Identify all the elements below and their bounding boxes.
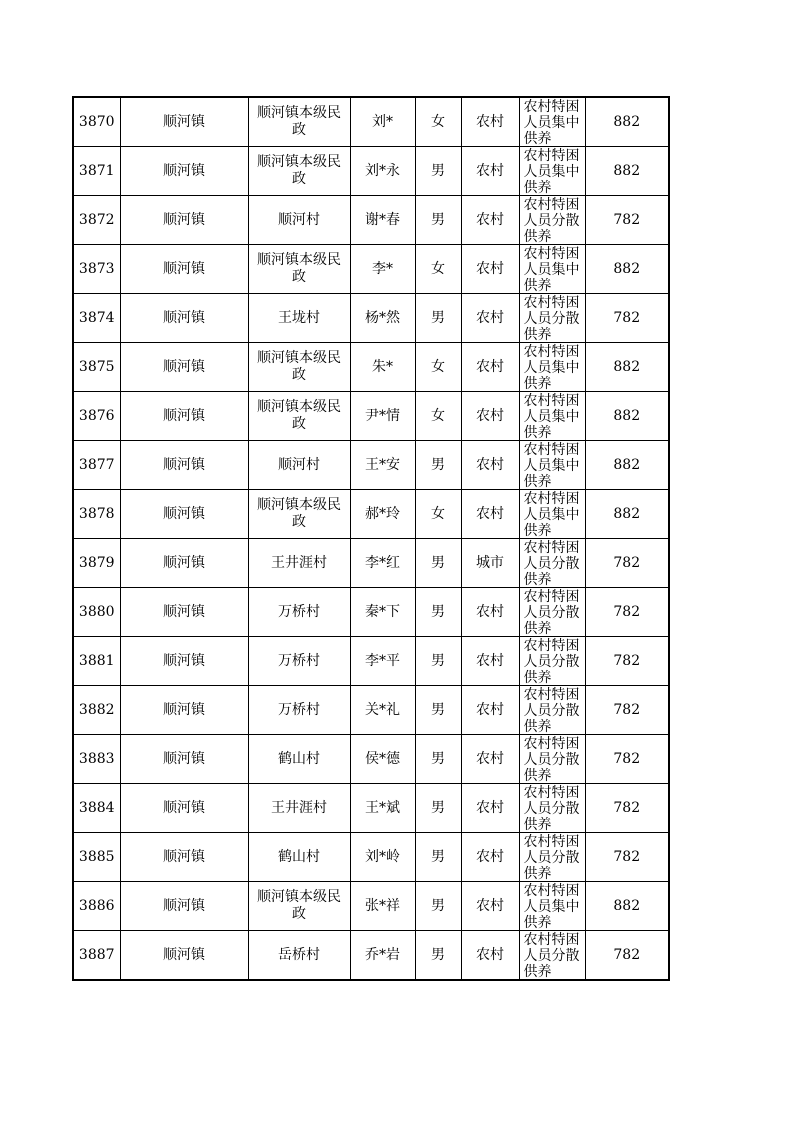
unit-text: 鹤山村 — [278, 848, 320, 865]
record-number-cell: 3874 — [73, 294, 120, 343]
residence-type-cell: 农村 — [461, 637, 519, 686]
town-cell: 顺河镇 — [120, 441, 248, 490]
amount-cell: 782 — [585, 637, 669, 686]
person-name-cell: 刘* — [350, 97, 415, 147]
residence-type-cell: 农村 — [461, 343, 519, 392]
residence-type-cell: 农村 — [461, 97, 519, 147]
gender-cell: 女 — [415, 97, 461, 147]
person-name-cell: 李*平 — [350, 637, 415, 686]
record-number-cell: 3886 — [73, 882, 120, 931]
support-category-cell — [519, 686, 585, 735]
table-row — [73, 343, 669, 392]
gender-cell: 男 — [415, 294, 461, 343]
gender-cell: 女 — [415, 245, 461, 294]
gender-cell: 男 — [415, 539, 461, 588]
residence-type-cell: 农村 — [461, 147, 519, 196]
unit-cell — [248, 637, 350, 686]
record-number-cell: 3875 — [73, 343, 120, 392]
support-category-text: 农村特困人员分散供养 — [523, 834, 580, 881]
town-cell: 顺河镇 — [120, 931, 248, 981]
support-category-text: 农村特困人员集中供养 — [523, 99, 580, 146]
amount-cell: 782 — [585, 588, 669, 637]
unit-text: 顺河镇本级民政 — [257, 399, 341, 432]
unit-text: 万桥村 — [278, 652, 320, 669]
unit-text: 万桥村 — [278, 603, 320, 620]
unit-cell — [248, 147, 350, 196]
unit-cell — [248, 784, 350, 833]
town-cell: 顺河镇 — [120, 490, 248, 539]
amount-cell: 882 — [585, 392, 669, 441]
person-name-cell: 谢*春 — [350, 196, 415, 245]
table-row — [73, 637, 669, 686]
support-category-cell — [519, 735, 585, 784]
town-cell: 顺河镇 — [120, 392, 248, 441]
table-row — [73, 147, 669, 196]
amount-cell: 782 — [585, 196, 669, 245]
table-row — [73, 441, 669, 490]
person-name-cell: 王*安 — [350, 441, 415, 490]
table-row — [73, 245, 669, 294]
town-cell: 顺河镇 — [120, 833, 248, 882]
amount-cell: 782 — [585, 686, 669, 735]
table-row — [73, 833, 669, 882]
residence-type-cell: 农村 — [461, 735, 519, 784]
person-name-cell: 郝*玲 — [350, 490, 415, 539]
residence-type-cell: 农村 — [461, 833, 519, 882]
town-cell: 顺河镇 — [120, 245, 248, 294]
support-category-cell — [519, 441, 585, 490]
record-number-cell: 3882 — [73, 686, 120, 735]
support-category-cell — [519, 588, 585, 637]
amount-cell: 882 — [585, 490, 669, 539]
unit-text: 顺河村 — [278, 456, 320, 473]
gender-cell: 男 — [415, 882, 461, 931]
support-category-text: 农村特困人员集中供养 — [523, 883, 580, 930]
support-category-cell — [519, 931, 585, 981]
amount-cell: 882 — [585, 441, 669, 490]
person-name-cell: 秦*下 — [350, 588, 415, 637]
roster-body — [73, 97, 669, 980]
town-cell: 顺河镇 — [120, 784, 248, 833]
unit-text: 顺河镇本级民政 — [257, 105, 341, 138]
unit-text: 顺河镇本级民政 — [257, 154, 341, 187]
gender-cell: 男 — [415, 784, 461, 833]
unit-cell — [248, 294, 350, 343]
record-number-cell: 3870 — [73, 97, 120, 147]
amount-cell: 882 — [585, 97, 669, 147]
table-row — [73, 539, 669, 588]
support-category-text: 农村特困人员集中供养 — [523, 491, 580, 538]
gender-cell: 男 — [415, 588, 461, 637]
residence-type-cell: 农村 — [461, 931, 519, 981]
person-name-cell: 李*红 — [350, 539, 415, 588]
support-category-text: 农村特困人员分散供养 — [523, 295, 580, 342]
table-row — [73, 686, 669, 735]
support-category-text: 农村特困人员分散供养 — [523, 638, 580, 685]
town-cell: 顺河镇 — [120, 97, 248, 147]
record-number-cell: 3883 — [73, 735, 120, 784]
unit-text: 顺河镇本级民政 — [257, 889, 341, 922]
unit-text: 顺河镇本级民政 — [257, 497, 341, 530]
record-number-cell: 3877 — [73, 441, 120, 490]
gender-cell: 男 — [415, 441, 461, 490]
residence-type-cell: 农村 — [461, 588, 519, 637]
support-category-cell — [519, 637, 585, 686]
residence-type-cell: 农村 — [461, 882, 519, 931]
support-category-cell — [519, 147, 585, 196]
unit-cell — [248, 245, 350, 294]
amount-cell: 782 — [585, 931, 669, 981]
unit-cell — [248, 97, 350, 147]
residence-type-cell: 农村 — [461, 441, 519, 490]
person-name-cell: 刘*岭 — [350, 833, 415, 882]
unit-cell — [248, 441, 350, 490]
person-name-cell: 王*斌 — [350, 784, 415, 833]
unit-cell — [248, 392, 350, 441]
record-number-cell: 3880 — [73, 588, 120, 637]
support-category-cell — [519, 490, 585, 539]
unit-cell — [248, 490, 350, 539]
table-row — [73, 294, 669, 343]
person-name-cell: 关*礼 — [350, 686, 415, 735]
unit-text: 顺河镇本级民政 — [257, 252, 341, 285]
support-category-text: 农村特困人员分散供养 — [523, 932, 580, 979]
person-name-cell: 杨*然 — [350, 294, 415, 343]
unit-text: 鹤山村 — [278, 750, 320, 767]
amount-cell: 782 — [585, 539, 669, 588]
support-category-text: 农村特困人员分散供养 — [523, 589, 580, 636]
person-name-cell: 侯*德 — [350, 735, 415, 784]
support-category-text: 农村特困人员分散供养 — [523, 785, 580, 832]
table-row — [73, 490, 669, 539]
record-number-cell: 3881 — [73, 637, 120, 686]
gender-cell: 女 — [415, 343, 461, 392]
amount-cell: 782 — [585, 294, 669, 343]
amount-cell: 782 — [585, 735, 669, 784]
record-number-cell: 3887 — [73, 931, 120, 981]
town-cell: 顺河镇 — [120, 294, 248, 343]
residence-type-cell: 农村 — [461, 245, 519, 294]
support-category-text: 农村特困人员集中供养 — [523, 393, 580, 440]
record-number-cell: 3878 — [73, 490, 120, 539]
unit-cell — [248, 882, 350, 931]
record-number-cell: 3871 — [73, 147, 120, 196]
unit-cell — [248, 686, 350, 735]
support-category-cell — [519, 97, 585, 147]
town-cell: 顺河镇 — [120, 882, 248, 931]
record-number-cell: 3879 — [73, 539, 120, 588]
support-category-cell — [519, 392, 585, 441]
gender-cell: 男 — [415, 196, 461, 245]
gender-cell: 女 — [415, 392, 461, 441]
support-category-text: 农村特困人员分散供养 — [523, 197, 580, 244]
table-row — [73, 97, 669, 147]
gender-cell: 男 — [415, 637, 461, 686]
support-category-cell — [519, 539, 585, 588]
unit-text: 万桥村 — [278, 701, 320, 718]
person-name-cell: 乔*岩 — [350, 931, 415, 981]
town-cell: 顺河镇 — [120, 588, 248, 637]
residence-type-cell: 城市 — [461, 539, 519, 588]
gender-cell: 男 — [415, 147, 461, 196]
support-category-cell — [519, 882, 585, 931]
unit-text: 岳桥村 — [278, 946, 320, 963]
table-row — [73, 735, 669, 784]
person-name-cell: 尹*情 — [350, 392, 415, 441]
table-row — [73, 784, 669, 833]
unit-cell — [248, 833, 350, 882]
support-category-text: 农村特困人员集中供养 — [523, 246, 580, 293]
table-row — [73, 196, 669, 245]
gender-cell: 男 — [415, 833, 461, 882]
support-category-cell — [519, 343, 585, 392]
support-category-text: 农村特困人员分散供养 — [523, 736, 580, 783]
table-row — [73, 588, 669, 637]
residence-type-cell: 农村 — [461, 686, 519, 735]
town-cell: 顺河镇 — [120, 735, 248, 784]
gender-cell: 男 — [415, 686, 461, 735]
support-category-cell — [519, 245, 585, 294]
unit-text: 顺河镇本级民政 — [257, 350, 341, 383]
town-cell: 顺河镇 — [120, 343, 248, 392]
gender-cell: 男 — [415, 735, 461, 784]
amount-cell: 782 — [585, 833, 669, 882]
unit-text: 王垅村 — [278, 309, 320, 326]
support-category-text: 农村特困人员集中供养 — [523, 344, 580, 391]
town-cell: 顺河镇 — [120, 196, 248, 245]
record-number-cell: 3873 — [73, 245, 120, 294]
unit-cell — [248, 343, 350, 392]
support-category-text: 农村特困人员分散供养 — [523, 540, 580, 587]
residence-type-cell: 农村 — [461, 392, 519, 441]
support-category-text: 农村特困人员分散供养 — [523, 687, 580, 734]
support-category-cell — [519, 784, 585, 833]
town-cell: 顺河镇 — [120, 539, 248, 588]
support-category-text: 农村特困人员集中供养 — [523, 148, 580, 195]
unit-cell — [248, 196, 350, 245]
person-name-cell: 朱* — [350, 343, 415, 392]
town-cell: 顺河镇 — [120, 637, 248, 686]
unit-text: 王井涯村 — [271, 554, 327, 571]
gender-cell: 男 — [415, 931, 461, 981]
unit-cell — [248, 735, 350, 784]
amount-cell: 782 — [585, 784, 669, 833]
town-cell: 顺河镇 — [120, 147, 248, 196]
person-name-cell: 李* — [350, 245, 415, 294]
town-cell: 顺河镇 — [120, 686, 248, 735]
table-row — [73, 931, 669, 981]
amount-cell: 882 — [585, 245, 669, 294]
relief-roster-table — [72, 96, 670, 981]
support-category-cell — [519, 833, 585, 882]
record-number-cell: 3872 — [73, 196, 120, 245]
person-name-cell: 张*祥 — [350, 882, 415, 931]
gender-cell: 女 — [415, 490, 461, 539]
amount-cell: 882 — [585, 882, 669, 931]
residence-type-cell: 农村 — [461, 196, 519, 245]
unit-cell — [248, 539, 350, 588]
support-category-cell — [519, 294, 585, 343]
table-row — [73, 392, 669, 441]
amount-cell: 882 — [585, 147, 669, 196]
unit-cell — [248, 588, 350, 637]
support-category-text: 农村特困人员集中供养 — [523, 442, 580, 489]
unit-text: 王井涯村 — [271, 799, 327, 816]
residence-type-cell: 农村 — [461, 294, 519, 343]
residence-type-cell: 农村 — [461, 784, 519, 833]
unit-text: 顺河村 — [278, 211, 320, 228]
record-number-cell: 3885 — [73, 833, 120, 882]
residence-type-cell: 农村 — [461, 490, 519, 539]
person-name-cell: 刘*永 — [350, 147, 415, 196]
table-row — [73, 882, 669, 931]
support-category-cell — [519, 196, 585, 245]
record-number-cell: 3876 — [73, 392, 120, 441]
unit-cell — [248, 931, 350, 981]
amount-cell: 882 — [585, 343, 669, 392]
record-number-cell: 3884 — [73, 784, 120, 833]
